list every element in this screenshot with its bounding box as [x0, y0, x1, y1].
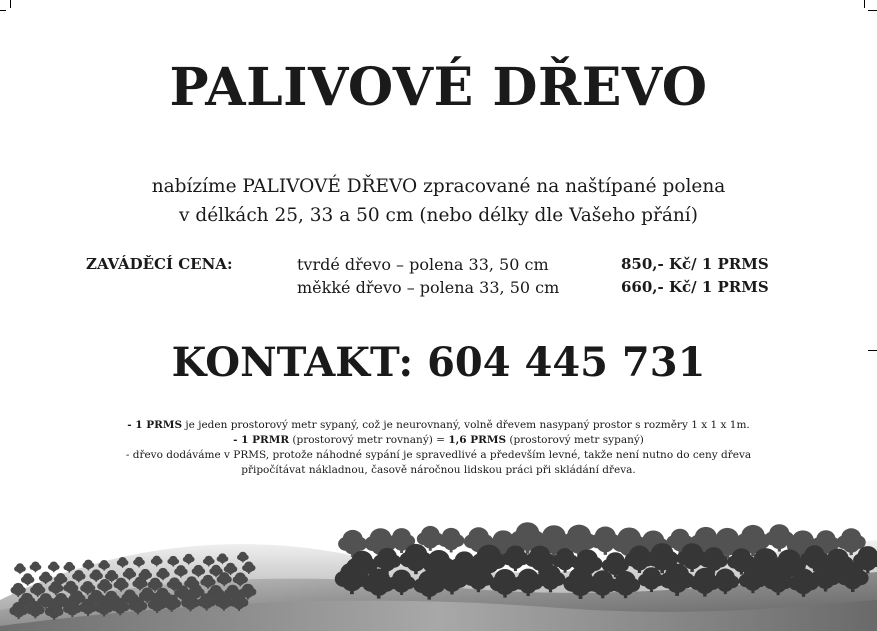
crop-mark-top-right	[864, 0, 865, 8]
tree	[21, 573, 34, 585]
crop-mark-top-left-h	[0, 10, 6, 11]
note-text: je jeden prostorový metr sypaný, což je neurovnaný, volně dřevem nasypaný prostor s rozměry 1 x 1 x 1m.	[182, 419, 750, 431]
intro-line-2: v délkách 25, 33 a 50 cm (nebo délky dle Vašeho přání)	[179, 205, 698, 226]
contact-phone: KONTAKT: 604 445 731	[171, 339, 706, 386]
note-term: - 1 PRMS	[127, 419, 183, 431]
tree	[48, 562, 60, 573]
price-desc: tvrdé dřevo – polena 33, 50 cm	[297, 255, 549, 274]
landscape-illustration	[0, 490, 877, 631]
note-line-4: připočítávat nákladnou, časově náročnou lidskou práci při skládání dřeva.	[241, 464, 636, 476]
note-text: (prostorový metr rovnaný) =	[289, 434, 449, 446]
page-title: PALIVOVÉ DŘEVO	[169, 57, 708, 118]
note-line-1	[40, 418, 837, 433]
price-label: ZAVÁDĚCÍ CENA:	[86, 255, 233, 273]
intro-text	[0, 172, 877, 230]
note-line-3: - dřevo dodáváme v PRMS, protože náhodné sypání je spravedlivé a především levné, takže není nutno do ceny dřeva	[125, 449, 752, 461]
tree	[30, 562, 42, 573]
footnotes	[40, 418, 837, 478]
note-term: - 1 PRMR	[233, 434, 290, 446]
note-text: (prostorový metr sypaný)	[506, 434, 644, 446]
note-line-2	[40, 433, 837, 448]
tree	[14, 563, 26, 574]
note-term: 1,6 PRMS	[448, 434, 507, 446]
crop-mark-top-right-h	[868, 10, 877, 11]
tree	[438, 528, 465, 553]
price-value: 660,- Kč/ 1 PRMS	[621, 278, 769, 296]
crop-mark-top-left	[10, 0, 11, 8]
price-desc: měkké dřevo – polena 33, 50 cm	[297, 278, 560, 297]
intro-line-1: nabízíme PALIVOVÉ DŘEVO zpracované na naštípané polena	[151, 176, 726, 197]
price-value: 850,- Kč/ 1 PRMS	[621, 255, 769, 273]
